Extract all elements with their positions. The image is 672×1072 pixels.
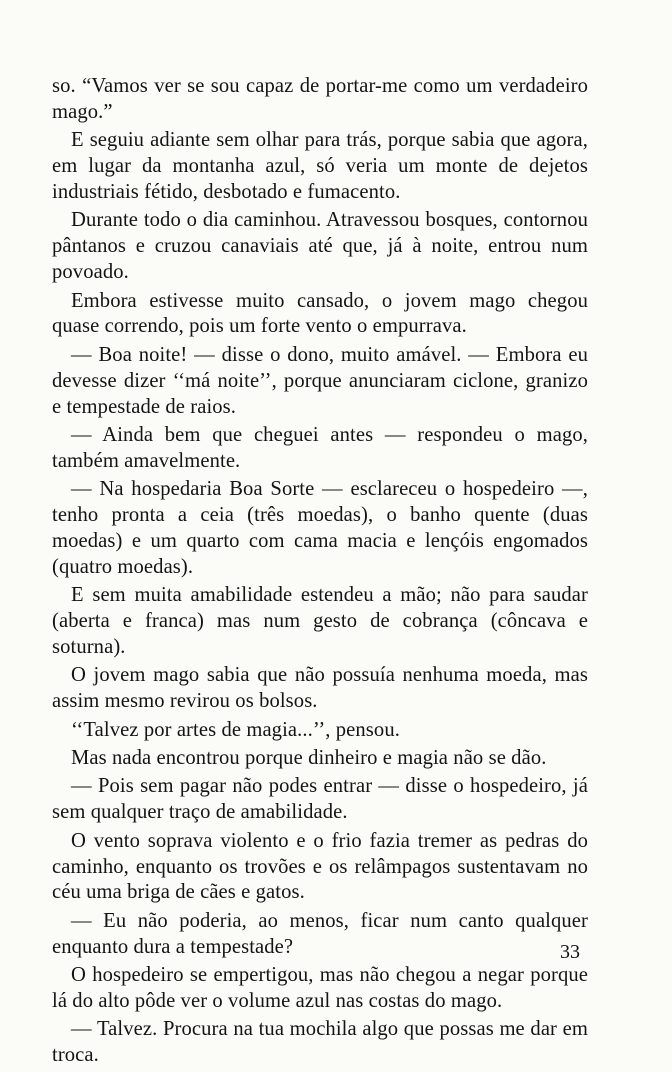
- paragraph: — Eu não poderia, ao menos, ficar num canto qualquer enquanto dura a tempestade?: [52, 909, 588, 958]
- paragraph: E sem muita amabilidade estendeu a mão; não para saudar (aberta e franca) mas num gesto de cobrança (côncava e soturna).: [52, 584, 588, 658]
- paragraph: O jovem mago sabia que não possuía nenhuma moeda, mas assim mesmo revirou os bolsos.: [52, 664, 588, 713]
- paragraph: O vento soprava violento e o frio fazia tremer as pedras do caminho, enquanto os trovões e os relâmpagos sustentavam no céu uma briga de cães e gatos.: [52, 829, 588, 904]
- paragraph: — Pois sem pagar não podes entrar — disse o hospedeiro, já sem qualquer traço de amabilidade.: [52, 775, 588, 824]
- paragraph: E seguiu adiante sem olhar para trás, porque sabia que agora, em lugar da montanha azul, só veria um monte de dejetos industriais fétido, desbotado e fumacento.: [52, 129, 588, 203]
- body-text: [52, 74, 588, 1072]
- paragraph: O hospedeiro se empertigou, mas não chegou a negar porque lá do alto pôde ver o volume azul nas costas do mago.: [52, 964, 588, 1012]
- page-number: 33: [560, 941, 580, 963]
- paragraph: — Talvez. Procura na tua mochila algo que possas me dar em troca.: [52, 1018, 588, 1067]
- paragraph: Durante todo o dia caminhou. Atravessou bosques, contornou pântanos e cruzou canaviais até que, já à noite, entrou num povoado.: [52, 209, 588, 284]
- paragraph: so. “Vamos ver se sou capaz de portar-me como um verdadeiro mago.”: [52, 75, 588, 123]
- paragraph: ‘‘Talvez por artes de magia...’’, pensou.: [71, 718, 400, 741]
- paragraph: Embora estivesse muito cansado, o jovem mago chegou quase correndo, pois um forte vento o empurrava.: [52, 289, 588, 338]
- paragraph: — Ainda bem que cheguei antes — respondeu o mago, também amavelmente.: [52, 423, 588, 472]
- paragraph: — Na hospedaria Boa Sorte — esclareceu o hospedeiro —, tenho pronta a ceia (três moedas), o banho quente (duas moedas) e um quarto com cama macia e lençóis engomados (quatro moedas).: [52, 478, 588, 578]
- paragraph: — Boa noite! — disse o dono, muito amável. — Embora eu devesse dizer ‘‘má noite’’, porque anunciaram ciclone, granizo e tempestade de raios.: [52, 343, 588, 418]
- paragraph: Mas nada encontrou porque dinheiro e magia não se dão.: [71, 747, 547, 770]
